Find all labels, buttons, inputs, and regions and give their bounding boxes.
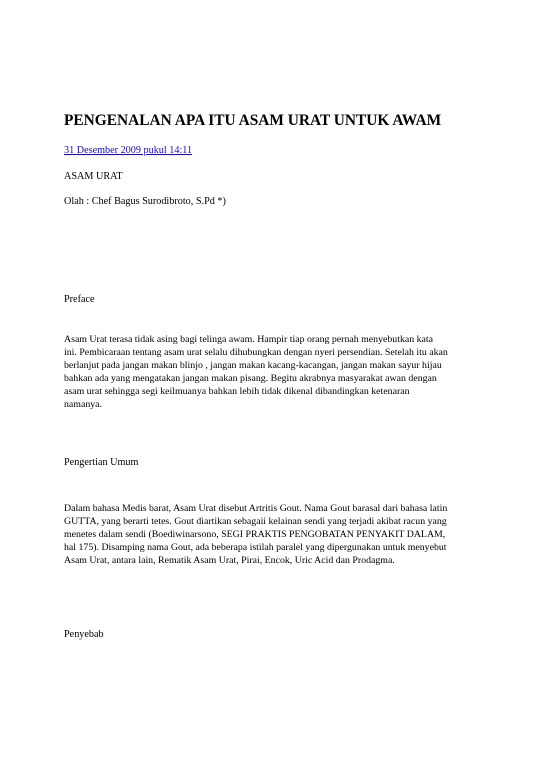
paragraph-line: berlanjut pada jangan makan blinjo , jangan makan kacang-kacangan, jangan makan sayur hijau bbox=[64, 360, 442, 372]
paragraph-line: asam urat sehingga segi keilmuanya bahkan lebih tidak dikenal dibandingkan ketenaran bbox=[64, 386, 410, 398]
post-date-link[interactable]: 31 Desember 2009 pukul 14:11 bbox=[64, 145, 193, 156]
page-title: PENGENALAN APA ITU ASAM URAT UNTUK AWAM bbox=[64, 112, 442, 129]
paragraph-line: menetes dalam sendi (Boediwinarsono, SEGI PRAKTIS PENGOBATAN PENYAKIT DALAM, bbox=[64, 529, 446, 541]
preface-paragraph bbox=[64, 333, 488, 412]
paragraph-line: Asam Urat terasa tidak asing bagi telinga awam. Hampir tiap orang pernah menyebutkan kata bbox=[64, 334, 434, 345]
section-heading-preface: Preface bbox=[64, 294, 95, 305]
section-heading-asam-urat: ASAM URAT bbox=[64, 171, 123, 182]
paragraph-line: ini. Pembicaraan tentang asam urat selalu dihubungkan dengan nyeri persendian. Setelah itu akan bbox=[64, 347, 448, 359]
paragraph-line: bahkan ada yang mengatakan jangan makan pisang. Begitu akrabnya masyarakat awan dengan bbox=[64, 373, 437, 385]
section-heading-pengertian-umum: Pengertian Umum bbox=[64, 457, 139, 468]
paragraph-line: hal 175). Disamping nama Gout, ada beberapa istilah paralel yang dipergunakan untuk menyebut bbox=[64, 542, 447, 554]
section-heading-penyebab: Penyebab bbox=[64, 629, 104, 640]
paragraph-line: GUTTA, yang berarti tetes. Gout diartikan sebagaii kelainan sendi yang terjadi akibat racun yang bbox=[64, 516, 447, 528]
author-line: Olah : Chef Bagus Surodibroto, S.Pd *) bbox=[64, 196, 226, 207]
paragraph-line: namanya. bbox=[64, 399, 102, 411]
pengertian-paragraph bbox=[64, 502, 488, 567]
paragraph-line: Asam Urat, antara lain, Rematik Asam Urat, Pirai, Encok, Uric Acid dan Prodagma. bbox=[64, 555, 395, 567]
paragraph-line: Dalam bahasa Medis barat, Asam Urat disebut Artritis Gout. Nama Gout barasal dari bahasa latin bbox=[64, 503, 448, 514]
